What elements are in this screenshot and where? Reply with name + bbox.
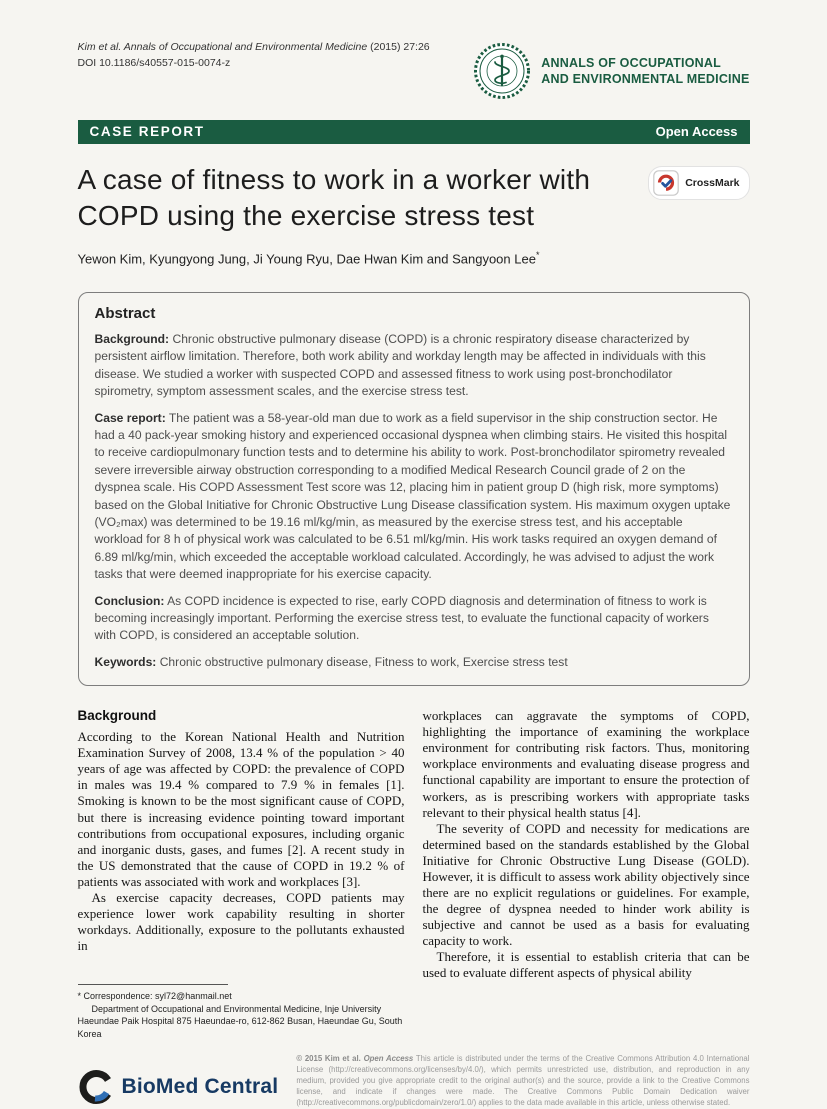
abstract-keywords-label: Keywords: — [94, 654, 157, 669]
correspondence-line — [78, 990, 405, 1003]
body-paragraph: As exercise capacity decreases, COPD patients may experience lower work capability resulting in shorter workdays. Additionally, exposure to the pollutants exhausted in — [77, 889, 405, 953]
citation-line — [78, 40, 430, 56]
crossmark-label: CrossMark — [685, 177, 740, 189]
journal-seal-icon — [473, 42, 531, 100]
journal-brand — [473, 42, 749, 100]
body-paragraph: Therefore, it is essential to establish criteria that can be used to evaluate different aspects of physical ability — [422, 949, 750, 981]
doi-line: DOI 10.1186/s40557-015-0074-z — [77, 56, 231, 69]
copyright-notice: © 2015 Kim et al. — [296, 1054, 361, 1064]
abstract-background-text: Chronic obstructive pulmonary disease (COPD) is a chronic respiratory disease characterized by persistent airflow limitation. Therefore, both work ability and workday length may be affected in individuals with this disease. We studied a worker with suspected COPD and assessed fitness to work using post-bronchodilator spirometry, symptom assessment scales, and the exercise stress test. — [94, 331, 706, 399]
abstract-background-label: Background: — [94, 331, 170, 346]
abstract-case-report-text: The patient was a 58-year-old man due to work as a field supervisor in the ship construction sector. He had a 40 pack-year smoking history and experienced occasional dyspnea when climbing stairs. He visited this hospital to receive cardiopulmonary function tests and to determine his ability to work. Post-bronchodilator spirometry revealed severe irreversible airway obstruction corresponding to a modified Medical Research Council grade of 2 on the dyspnea scale. His COPD Assessment Test score was 12, placing him in patient group D (high risk, more symptoms) based on the Global Initiative for Chronic Obstructive Lung Disease classification system. His maximum oxygen uptake (VO₂max) was determined to be 19.16 ml/kg/min, as measured by the exercise stress test, and his acceptable workload for 8 h of physical work was calculated to be 6.51 ml/kg/min. His work tasks required an oxygen demand of 6.89 ml/kg/min, which exceeded the acceptable workload calculated. Accordingly, he was advised to adjust the work tasks that were deemed inappropriate for his exercise capacity. — [94, 410, 731, 582]
license-body: This article is distributed under the terms of the Creative Commons Attribution 4.0 International License (http://creativecommons.org/licenses/by/4.0/), which permits unrestricted use, distribution, and reproduction in any medium, provided you give appropriate credit to the original author(s) and the source, provide a link to the Creative Commons license, and indicate if changes were made. The Creative Commons Public Domain Dedication waiver (http://creativecommons.org/publicdomain/zero/1.0/) applies to the data made available in this article, unless otherwise stated. — [296, 1054, 750, 1107]
abstract-keywords — [95, 654, 733, 671]
correspondence-affiliation: Department of Occupational and Environmental Medicine, Inje University Haeundae Paik Hospital 875 Haeundae-ro, 612-862 Busan, Haeundae Gu, South Korea — [77, 1003, 403, 1039]
correspondence-email[interactable]: syl72@hanmail.net — [155, 990, 232, 1001]
crossmark-icon — [653, 170, 679, 196]
journal-name-line1: ANNALS OF OCCUPATIONAL — [541, 55, 721, 70]
footnote-divider — [78, 984, 228, 985]
article-type-banner — [78, 120, 750, 144]
citation-journal: Kim et al. Annals of Occupational and Environmental Medicine — [77, 41, 368, 53]
abstract-conclusion-label: Conclusion: — [94, 593, 165, 608]
correspondence-label: * Correspondence: — [77, 990, 156, 1001]
title-block — [78, 162, 750, 234]
biomed-central-logo[interactable] — [78, 1069, 279, 1109]
page-header — [78, 40, 750, 100]
citation-block — [78, 40, 430, 72]
license-text — [296, 1054, 749, 1109]
open-access-label: Open Access — [655, 124, 738, 139]
crossmark-badge[interactable] — [648, 166, 749, 200]
author-names: Yewon Kim, Kyungyong Jung, Ji Young Ryu, Dae Hwan Kim and Sangyoon Lee — [77, 250, 536, 266]
article-type-label: CASE REPORT — [89, 124, 205, 139]
abstract-conclusion-text: As COPD incidence is expected to rise, early COPD diagnosis and determination of fitness to work is becoming increasingly important. Performing the exercise stress test, to evaluate the functional capacity of workers with COPD, is considered an acceptable solution. — [94, 593, 709, 643]
abstract-background — [95, 331, 733, 401]
left-column — [78, 708, 405, 1040]
article-page — [78, 0, 750, 1109]
journal-name — [541, 55, 749, 88]
publisher-footer — [78, 1054, 750, 1109]
corresponding-author-mark: * — [535, 249, 540, 260]
body-paragraph: The severity of COPD and necessity for medications are determined based on the standards established by the Global Initiative for Chronic Obstructive Lung Disease (GOLD). However, it is difficult to assess work ability objectively since there are no explicit regulations or guidelines. For example, the degree of dyspnea needed to hinder work ability is subjective and cannot be used as a basis for evaluating capacity to work. — [422, 820, 750, 948]
abstract-conclusion — [95, 593, 733, 645]
license-open-access-label: Open Access — [363, 1054, 414, 1064]
abstract-heading: Abstract — [94, 304, 156, 322]
correspondence-note — [78, 984, 405, 1040]
right-column — [423, 708, 750, 1040]
abstract-case-report-label: Case report: — [94, 410, 166, 425]
citation-issue: (2015) 27:26 — [367, 41, 430, 53]
body-paragraph: According to the Korean National Health and Nutrition Examination Survey of 2008, 13.4 % of the population > 40 years of age was affected by COPD: the prevalence of COPD in males was 19.4 % compared to 7.9 % in females [1]. Smoking is known to be the most significant cause of COPD, but there is increasing evidence pointing toward important contributions from occupational exposures, including organic and inorganic dusts, gases, and fumes [2]. A recent study in the US demonstrated that the cause of COPD in 19.2 % of patients was associated with work and workplaces [3]. — [77, 729, 405, 889]
author-list — [78, 250, 750, 266]
biomed-central-icon — [78, 1069, 114, 1105]
section-heading-background: Background — [77, 708, 157, 724]
abstract-keywords-text: Chronic obstructive pulmonary disease, Fitness to work, Exercise stress test — [159, 654, 568, 669]
body-paragraph: workplaces can aggravate the symptoms of COPD, highlighting the importance of examining the workplace environment for contributing risk factors. Thus, monitoring workplace environments and evaluating disease progress and functional capability are important to ensure the protection of workers, as is prescribing workers with appropriate tasks relevant to their physical health status [4]. — [422, 708, 750, 820]
journal-name-line2: AND ENVIRONMENTAL MEDICINE — [541, 72, 750, 86]
article-body — [78, 708, 750, 1040]
abstract-case-report — [95, 410, 733, 584]
page-title: A case of fitness to work in a worker with COPD using the exercise stress test — [77, 164, 591, 231]
biomed-central-wordmark: BioMed Central — [121, 1074, 279, 1098]
abstract-box — [78, 292, 750, 686]
